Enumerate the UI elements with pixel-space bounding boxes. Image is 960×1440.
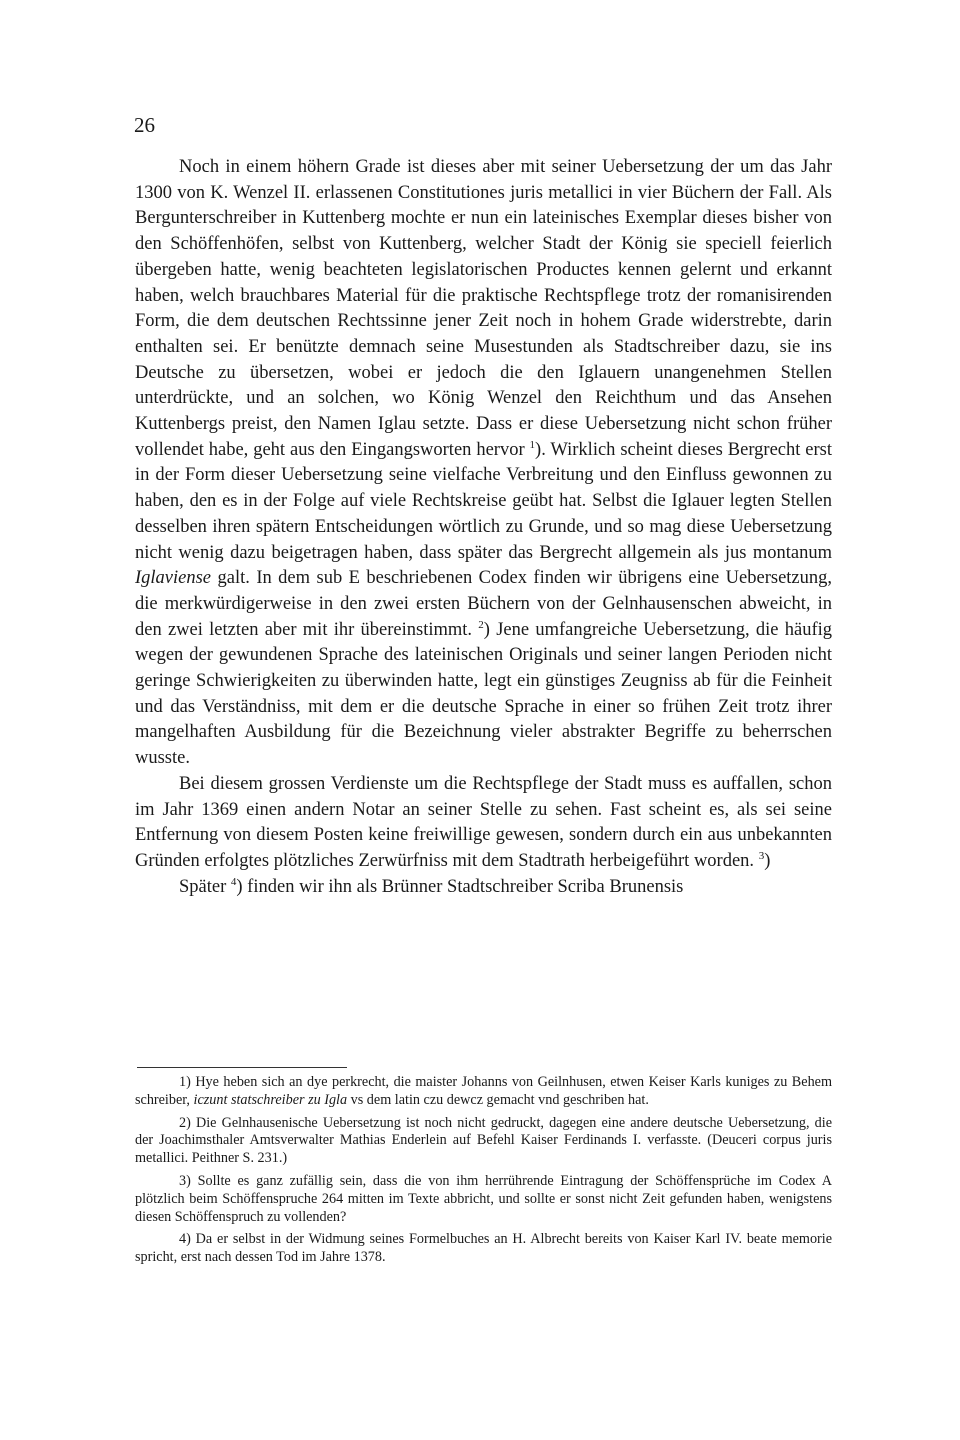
footnote-1: [135, 1074, 832, 1110]
footnote-text: Sollte es ganz zufällig sein, dass die von ihm herrührende Eintragung der Schöffensprüche im Codex A plötzlich beim Schöffenspruche 264 mitten im Texte abbricht, und sollte er sonst nicht Zeit gefunden haben, wenigstens diesen Schöffenspruch zu vollenden?: [135, 1172, 833, 1225]
footnote-reference: 4: [230, 875, 237, 888]
main-text: [135, 155, 832, 900]
paragraph-text: Noch in einem höhern Grade ist dieses aber mit seiner Uebersetzung der um das Jahr 1300 von K. Wenzel II. erlassenen Constitutiones juris metallici in vier Büchern der Fall. Als Bergunterschreiber in Kuttenberg mochte er nun ein lateinisches Exemplar dieses bisher von den Schöffenhöfen, selbst von Kuttenberg, welcher Stadt der König sie speciell feierlich übergeben hatte, wenig beachteten legislatorischen Productes kennen gelernt und erkannt haben, welch brauchbares Material für die praktische Rechtspflege trotz der romanisirenden Form, die dem deutschen Rechtssinne jener Zeit noch in hohem Grade widerstrebte, darin enthalten sei. Er benützte demnach seine Musestunden als Stadtschreiber dazu, sie ins Deutsche zu übersetzen, wobei er jedoch die den Iglauern unangenehmen Stellen unterdrückte, und an solchen, wo König Wenzel den Reichthum und das Ansehen Kuttenbergs preist, den Namen Iglau setzte. Dass er diese Uebersetzung nicht schon früher vollendet habe, geht aus den Eingangsworten hervor: [135, 157, 832, 460]
footnote-reference: 2: [478, 618, 484, 631]
paragraph-1: [135, 155, 832, 772]
footnotes: [135, 1074, 832, 1272]
footnote-2: [135, 1115, 832, 1168]
italic-term: Iglaviense: [135, 568, 212, 589]
footnote-text: vs dem latin czu dewcz gemacht vnd geschriben hat.: [350, 1091, 649, 1108]
footnote-text: Hye heben sich an dye perkrecht, die maister Johanns von Geilnhusen, etwen Keiser Karls kuniges zu Behem schreiber,: [135, 1074, 832, 1108]
paragraph-text: ) Jene umfangreiche Uebersetzung, die häufig wegen der gewundenen Sprache des lateinischen Originals und seiner langen Perioden nicht geringe Schwierigkeiten zu überwinden hatte, legt ein günstiges Zeugniss ab für die Feinheit und das Verständniss, mit dem er die deutsche Sprache in einer so frühen Zeit trotz ihrer mangelhaften Ausbildung für die Bezeichnung vieler abstrakter Begriffe zu beherrschen wusste.: [135, 619, 833, 769]
paragraph-text: Später: [179, 876, 227, 897]
footnote-italic: iczunt statschreiber zu Igla: [193, 1091, 348, 1108]
footnote-3: [135, 1173, 832, 1226]
paragraph-2: [135, 772, 832, 875]
paragraph-text: ): [764, 850, 771, 871]
footnote-reference: 1: [529, 438, 536, 451]
paragraph-text: galt. In dem sub E beschriebenen Codex finden wir übrigens eine Uebersetzung, die merkwürdigerweise in den zwei ersten Büchern von der Gelnhausenschen abweicht, in den zwei letzten aber mit ihr übereinstimmt.: [135, 568, 833, 640]
paragraph-3: [135, 875, 832, 901]
footnote-marker: 1): [179, 1074, 191, 1090]
footnote-text: Die Gelnhausenische Uebersetzung ist noch nicht gedruckt, dagegen eine andere deutsche Uebersetzung, die der Joachimsthaler Amtsverwalter Mathias Enderlein auf Befehl Kaiser Ferdinands I. verfasste. (Deuceri corpus juris metallici. Peithner S. 231.): [135, 1114, 832, 1167]
paragraph-text: ) finden wir ihn als Brünner Stadtschreiber Scriba Brunensis: [236, 876, 684, 897]
paragraph-text: ). Wirklich scheint dieses Bergrecht erst in der Form dieser Uebersetzung seine vielfache Verbreitung und den Einfluss gewonnen zu haben, den es in der Folge auf viele Rechtskreise geübt hat. Selbst die Iglauer legten Stellen desselben ihren spätern Entscheidungen wörtlich zu Grunde, und so mag diese Uebersetzung nicht wenig dazu beigetragen haben, dass später das Bergrecht allgemein als jus montanum: [135, 439, 833, 563]
footnote-text: Da er selbst in der Widmung seines Formelbuches an H. Albrecht bereits von Kaiser Karl IV. beate memorie spricht, erst nach dessen Tod im Jahre 1378.: [135, 1231, 832, 1266]
footnote-reference: 3: [758, 849, 765, 862]
footnote-marker: 2): [179, 1114, 191, 1131]
page-number: 26: [134, 113, 155, 137]
footnote-marker: 3): [179, 1172, 191, 1189]
footnote-4: [135, 1231, 832, 1267]
footnote-marker: 4): [179, 1231, 191, 1248]
paragraph-text: Bei diesem grossen Verdienste um die Rechtspflege der Stadt muss es auffallen, schon im Jahr 1369 einen andern Notar an seiner Stelle zu sehen. Fast scheint es, als sei seine Entfernung von diesem Posten keine freiwillige gewesen, sondern durch ein aus unbekannten Gründen erfolgtes plötzliches Zerwürfniss mit dem Stadtrath herbeigeführt worden.: [135, 773, 832, 871]
footnote-divider: [137, 1067, 347, 1068]
